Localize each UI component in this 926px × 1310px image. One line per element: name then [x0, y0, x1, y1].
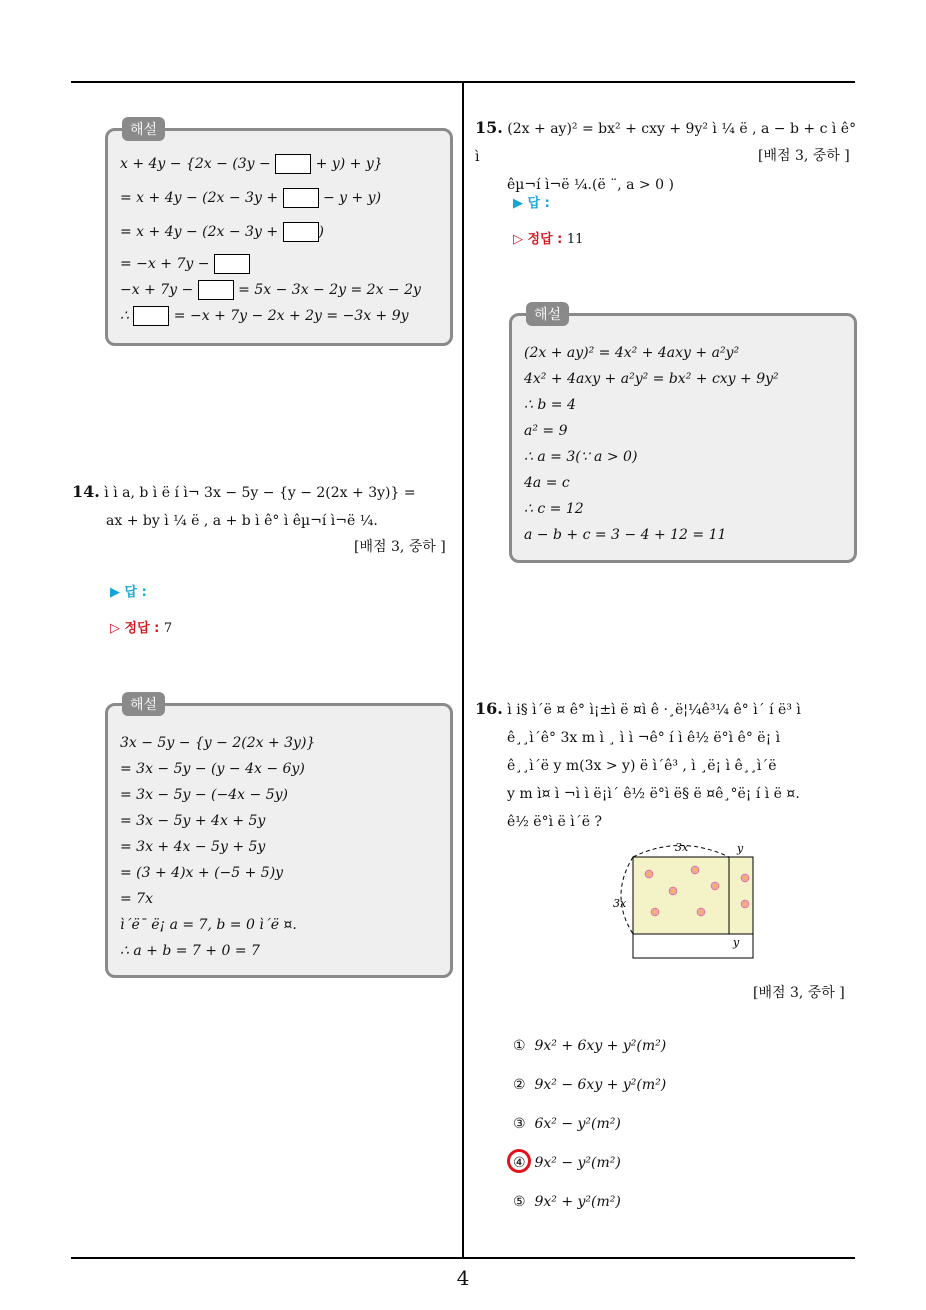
box1-line-5: −x + 7y − = 5x − 3x − 2y = 2x − 2y	[120, 282, 421, 298]
blank-box	[133, 306, 169, 326]
correct-answer-value: 11	[566, 232, 584, 247]
fig-label-right-bottom: y	[733, 936, 740, 949]
question-text-line-2: êµ¬í ì¬ë ¼.(ë ¨, a > 0 )	[507, 177, 674, 193]
question-14	[72, 478, 456, 535]
box3-line: ∴ a = 3(∵ a > 0)	[524, 449, 638, 465]
explanation-box-14	[105, 697, 453, 978]
box2-line: = (3 + 4)x + (−5 + 5)y	[120, 865, 284, 881]
question-text-line-1: (2x + ay)² = bx² + cxy + 9y² ì ¼ ë , a − b + c ì ê° ì	[475, 121, 857, 165]
correct-answer: ▷ 정답 : 7	[110, 621, 173, 636]
box1-line-1: x + 4y − {2x − (3y − + y) + y}	[120, 156, 383, 172]
box2-line: ∴ a + b = 7 + 0 = 7	[120, 943, 260, 959]
question-meta: [배점 3, 중하 ]	[758, 148, 850, 164]
explanation-tag: 해설	[122, 117, 165, 141]
page-number: 4	[456, 1266, 470, 1290]
correct-answer: ▷ 정답 : 11	[513, 232, 584, 247]
box2-line: ì´ë¯ ë¡ a = 7, b = 0 ì´ë ¤.	[120, 917, 297, 933]
bottom-rule	[71, 1257, 855, 1259]
question-text-line: ê¸¸ì´ë y m(3x > y) ë ì´ê³ , ì ¸ë¡ ì ê¸¸ì´ë	[507, 758, 777, 774]
box3-line: a² = 9	[524, 423, 568, 439]
question-text-line: y m ì¤ ì ¬ì ì ë¡ì´ ê½ ë°ì ë§ ë ¤ê¸°ë¡ í ì ë ¤.	[507, 786, 800, 802]
blank-box	[283, 188, 319, 208]
choice-3[interactable]: ③ 6x² − y²(m²)	[513, 1116, 621, 1132]
box3-line: (2x + ay)² = 4x² + 4axy + a²y²	[524, 345, 740, 361]
question-text-line-2: ax + by ì ¼ ë , a + b ì ê° ì êµ¬í ì¬ë ¼.	[106, 513, 378, 529]
box2-line: = 3x − 5y + 4x + 5y	[120, 813, 266, 829]
question-meta: [배점 3, 중하 ]	[753, 985, 845, 1001]
question-meta: [배점 3, 중하 ]	[354, 539, 446, 555]
blank-box	[275, 154, 311, 174]
choice-4[interactable]: ④ 9x² − y²(m²)	[513, 1155, 621, 1171]
box2-line: 3x − 5y − {y − 2(2x + 3y)}	[120, 735, 316, 751]
box2-line: = 3x + 4x − 5y + 5y	[120, 839, 266, 855]
box2-line: = 7x	[120, 891, 153, 907]
question-number: 16.	[475, 699, 503, 718]
explanation-tag: 해설	[526, 302, 569, 326]
box2-line: = 3x − 5y − (−4x − 5y)	[120, 787, 288, 803]
box3-line: 4a = c	[524, 475, 570, 491]
box1-line-3: = x + 4y − (2x − 3y + )	[120, 224, 324, 240]
box3-line: ∴ c = 12	[524, 501, 584, 517]
question-16	[475, 695, 860, 836]
choice-2[interactable]: ② 9x² − 6xy + y²(m²)	[513, 1077, 667, 1093]
fig-label-left: 3x	[613, 897, 627, 910]
box1-line-4: = −x + 7y −	[120, 251, 442, 277]
box2-line: = 3x − 5y − (y − 4x − 6y)	[120, 761, 305, 777]
column-divider	[462, 83, 464, 1257]
question-number: 15.	[475, 118, 503, 137]
flower-bed-figure	[605, 836, 765, 962]
explanation-box-13	[105, 122, 453, 346]
box1-line-2: = x + 4y − (2x − 3y + − y + y)	[120, 190, 382, 206]
explanation-tag: 해설	[122, 692, 165, 716]
answer-label: ▶ 답 :	[513, 196, 550, 211]
blank-box	[198, 280, 234, 300]
choice-1[interactable]: ① 9x² + 6xy + y²(m²)	[513, 1038, 667, 1054]
question-text-line: ê½ ë°ì ë ì´ë ?	[507, 814, 602, 830]
choice-5[interactable]: ⑤ 9x² + y²(m²)	[513, 1194, 621, 1210]
correct-answer-value: 7	[163, 621, 173, 636]
fig-label-top: 3x	[675, 841, 689, 854]
box1-line-6: ∴ = −x + 7y − 2x + 2y = −3x + 9y	[120, 308, 409, 324]
box3-line: 4x² + 4axy + a²y² = bx² + cxy + 9y²	[524, 371, 779, 387]
question-text-line-1: ì ì a, b ì ë í ì¬ 3x − 5y − {y − 2(2x + 3y)} =	[104, 485, 416, 501]
fig-label-right-top: y	[737, 842, 744, 855]
box3-line: ∴ b = 4	[524, 397, 576, 413]
box3-line: a − b + c = 3 − 4 + 12 = 11	[524, 527, 727, 543]
question-text-line: ì i§ ì´ë ¤ ê° ì¡±ì ë ¤ì ê ·¸ë¦¼ê³¼ ê° ì´ í ë³ ì	[507, 702, 801, 718]
selected-answer-circle	[507, 1149, 531, 1173]
explanation-box-15	[509, 307, 857, 563]
question-text-line: ê¸¸ì´ê° 3x m ì ¸ ì ì ¬ê° í ì ê½ ë°ì ê° ë¡ ì	[507, 730, 781, 746]
question-number: 14.	[72, 482, 100, 501]
blank-box	[214, 254, 250, 274]
answer-label: ▶ 답 :	[110, 585, 147, 600]
blank-box	[283, 222, 319, 242]
